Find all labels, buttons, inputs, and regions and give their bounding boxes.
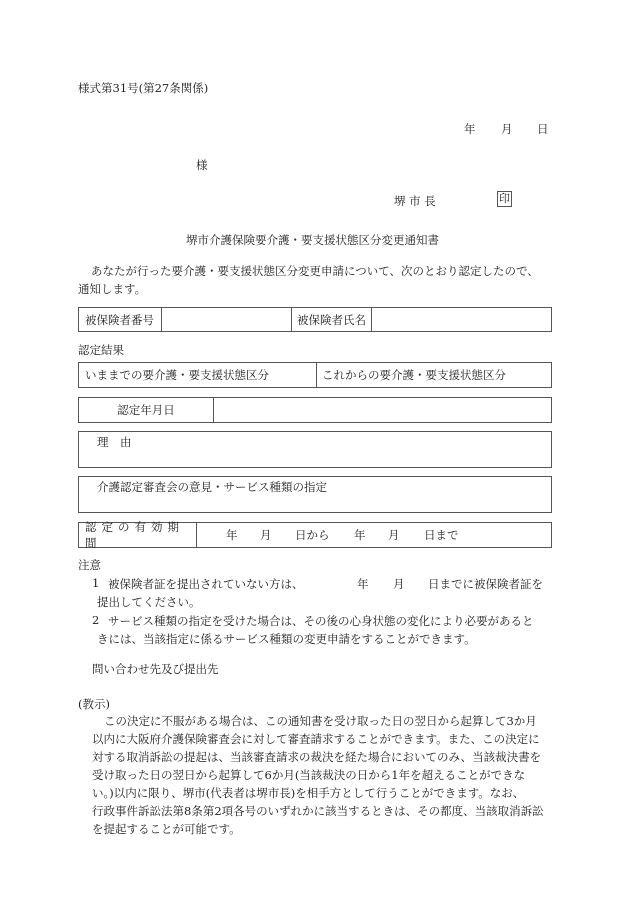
instruction-paragraph [92, 712, 544, 838]
instruction-line: 以内に大阪府介護保険審査会に対して審査請求することができます。また、この決定に [92, 732, 540, 746]
note-1-year: 年 [357, 577, 369, 591]
validity-to-year: 年 [354, 528, 366, 542]
note-1-month: 月 [393, 577, 405, 591]
instruction-line: 受け取った日の翌日から起算して6か月(当該裁決の日から1年を超えることができな [92, 768, 526, 782]
validity-from-year: 年 [226, 528, 238, 542]
validity-to-day: 日まで [424, 528, 459, 542]
note-2-number: 2 [92, 613, 100, 627]
notes-heading: 注意 [78, 558, 101, 572]
insured-number-field[interactable] [161, 308, 291, 331]
intro-line-2: 通知します。 [78, 282, 147, 296]
intro-paragraph [78, 262, 539, 298]
note-2-line-1: サービス種類の指定を受けた場合は、その後の心身状態の変化により必要があると [108, 614, 534, 628]
new-status-label: これからの要介護・要支援状態区分 [322, 368, 506, 382]
contact-heading: 問い合わせ先及び提出先 [92, 662, 219, 676]
reason-box[interactable] [78, 431, 552, 468]
instruction-line: を提起することが可能です。 [92, 822, 241, 836]
reason-label: 理 由 [97, 435, 132, 449]
insured-number-label: 被保険者番号 [85, 312, 154, 327]
insured-name-field[interactable] [371, 308, 551, 331]
status-table [78, 362, 552, 388]
note-1-text-b: 日までに被保険者証を [428, 577, 543, 591]
date-year: 年 [464, 122, 476, 136]
seal-text: 印 [499, 192, 510, 205]
issuer-name: 堺 市 長 [394, 194, 436, 208]
certification-date-table [78, 397, 552, 423]
note-1-text-a: 被保険者証を提出されていない方は、 [108, 577, 304, 591]
validity-from-day: 日から [295, 528, 330, 542]
intro-line-1: あなたが行った要介護・要支援状態区分変更申請について、次のとおり認定したので、 [91, 264, 539, 278]
validity-table [78, 522, 552, 548]
note-1-number: 1 [92, 576, 100, 590]
validity-from-month: 月 [260, 528, 272, 542]
insured-table [78, 307, 552, 332]
previous-status-label: いままでの要介護・要支援状態区分 [85, 368, 269, 382]
result-heading: 認定結果 [78, 343, 124, 357]
note-2-line-2: きには、当該指定に係るサービス種類の変更申請をすることができます。 [97, 632, 476, 646]
instruction-line: い。)以内に限り、堺市(代表者は堺市長)を相手方として行うことができます。なお、 [92, 786, 525, 800]
validity-period-field[interactable] [196, 523, 551, 547]
instruction-line: この決定に不服がある場合は、この通知書を受け取った日の翌日から起算して3か月 [104, 714, 537, 728]
date-day: 日 [537, 122, 549, 136]
certification-date-field[interactable] [213, 398, 551, 422]
insured-name-label: 被保険者氏名 [297, 312, 366, 327]
addressee-suffix: 様 [196, 158, 208, 172]
instruction-line: 行政事件訴訟法第8条第2項各号のいずれかに該当するときは、その都度、当該取消訴訟 [92, 804, 544, 818]
certification-date-label: 認定年月日 [117, 403, 175, 417]
committee-opinion-box[interactable] [78, 476, 552, 513]
committee-opinion-label: 介護認定審査会の意見・サービス種類の指定 [97, 480, 327, 494]
form-number: 様式第31号(第27条関係) [78, 81, 209, 95]
instruction-heading: (教示) [78, 697, 110, 711]
date-month: 月 [501, 122, 513, 136]
validity-to-month: 月 [388, 528, 400, 542]
note-1-line-2: 提出してください。 [97, 595, 201, 609]
document-title: 堺市介護保険要介護・要支援状態区分変更通知書 [186, 233, 439, 247]
seal-mark [497, 191, 512, 207]
instruction-line: 対する取消訴訟の提起は、当該審査請求の裁決を経た場合においてのみ、当該裁決書を [92, 750, 542, 764]
validity-label: 認定の有効期間 [85, 520, 184, 550]
